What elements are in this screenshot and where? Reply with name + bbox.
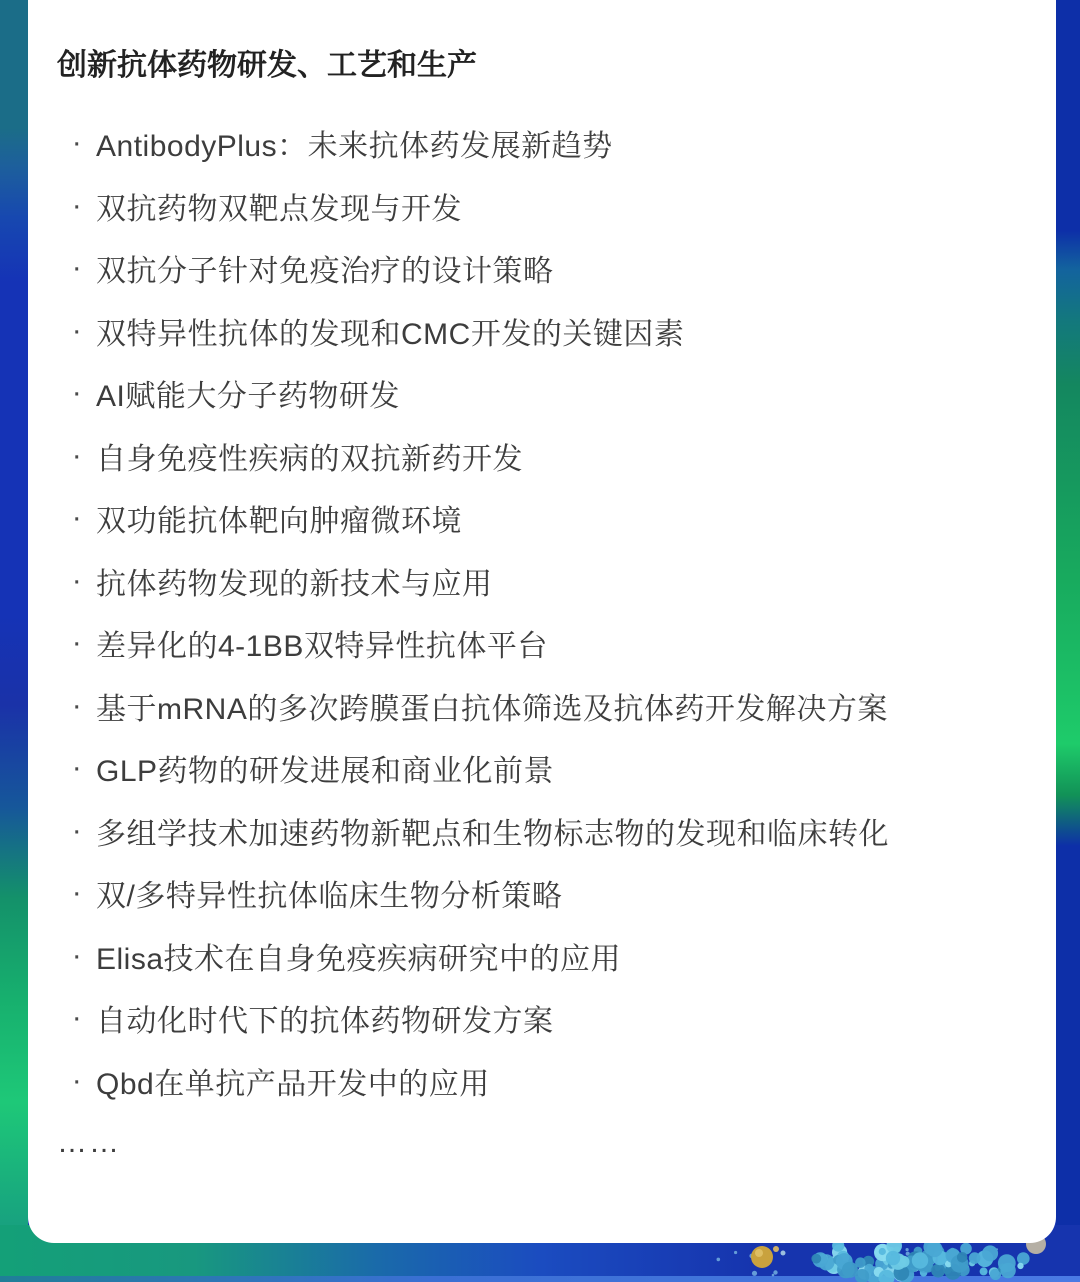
list-item bbox=[66, 425, 1016, 488]
list-item bbox=[66, 612, 1016, 675]
list-item-label: 双抗分子针对免疫治疗的设计策略 bbox=[96, 255, 554, 289]
list-item bbox=[66, 175, 1016, 238]
list-item bbox=[66, 987, 1016, 1050]
bullet-dot-icon: · bbox=[71, 813, 83, 847]
list-item bbox=[66, 925, 1016, 988]
list-item bbox=[66, 1050, 1016, 1113]
list-item bbox=[66, 300, 1016, 363]
bullet-dot-icon: · bbox=[71, 563, 83, 597]
list-item-label: 双特异性抗体的发现和CMC开发的关键因素 bbox=[96, 317, 685, 351]
list-item-label: 差异化的4-1BB双特异性抗体平台 bbox=[96, 630, 548, 664]
page-title: 创新抗体药物研发、工艺和生产 bbox=[57, 49, 477, 82]
bullet-dot-icon: · bbox=[71, 376, 83, 410]
bullet-dot-icon: · bbox=[71, 313, 83, 347]
list-item-label: 自身免疫性疾病的双抗新药开发 bbox=[96, 442, 523, 476]
list-item-label: 双功能抗体靶向肿瘤微环境 bbox=[96, 505, 462, 539]
list-item-label: 多组学技术加速药物新靶点和生物标志物的发现和临床转化 bbox=[96, 817, 889, 851]
list-item bbox=[66, 237, 1016, 300]
right-edge-gradient bbox=[1056, 0, 1080, 1282]
left-edge-gradient bbox=[0, 0, 28, 1282]
list-item-label: GLP药物的研发进展和商业化前景 bbox=[96, 755, 555, 789]
bullet-dot-icon: · bbox=[71, 188, 83, 222]
list-item bbox=[66, 800, 1016, 863]
list-item bbox=[66, 737, 1016, 800]
list-item-label: Qbd在单抗产品开发中的应用 bbox=[96, 1067, 490, 1101]
content-card bbox=[28, 0, 1056, 1243]
list-item-label: Elisa技术在自身免疫疾病研究中的应用 bbox=[96, 942, 622, 976]
bullet-dot-icon: · bbox=[71, 751, 83, 785]
list-item-label: 基于mRNA的多次跨膜蛋白抗体筛选及抗体药开发解决方案 bbox=[96, 692, 888, 726]
list-item bbox=[66, 362, 1016, 425]
bullet-dot-icon: · bbox=[71, 626, 83, 660]
list-item bbox=[66, 675, 1016, 738]
bullet-dot-icon: · bbox=[71, 938, 83, 972]
bullet-dot-icon: · bbox=[71, 876, 83, 910]
list-item-label: AI赋能大分子药物研发 bbox=[96, 380, 400, 414]
topic-list bbox=[57, 112, 1016, 1112]
bullet-dot-icon: · bbox=[71, 501, 83, 535]
bullet-dot-icon: · bbox=[71, 688, 83, 722]
list-item bbox=[66, 550, 1016, 613]
bullet-dot-icon: · bbox=[71, 438, 83, 472]
list-item-label: 双/多特异性抗体临床生物分析策略 bbox=[96, 880, 563, 914]
list-item bbox=[66, 862, 1016, 925]
list-item-label: 双抗药物双靶点发现与开发 bbox=[96, 192, 462, 226]
bullet-dot-icon: · bbox=[71, 1001, 83, 1035]
list-item-label: 抗体药物发现的新技术与应用 bbox=[96, 567, 493, 601]
bullet-dot-icon: · bbox=[71, 126, 83, 160]
bullet-dot-icon: · bbox=[71, 1063, 83, 1097]
list-item-label: 自动化时代下的抗体药物研发方案 bbox=[96, 1005, 554, 1039]
list-item-label: AntibodyPlus：未来抗体药发展新趋势 bbox=[96, 130, 613, 164]
bullet-dot-icon: · bbox=[71, 251, 83, 285]
more-indicator: …… bbox=[57, 1126, 121, 1160]
list-item bbox=[66, 112, 1016, 175]
list-item bbox=[66, 487, 1016, 550]
